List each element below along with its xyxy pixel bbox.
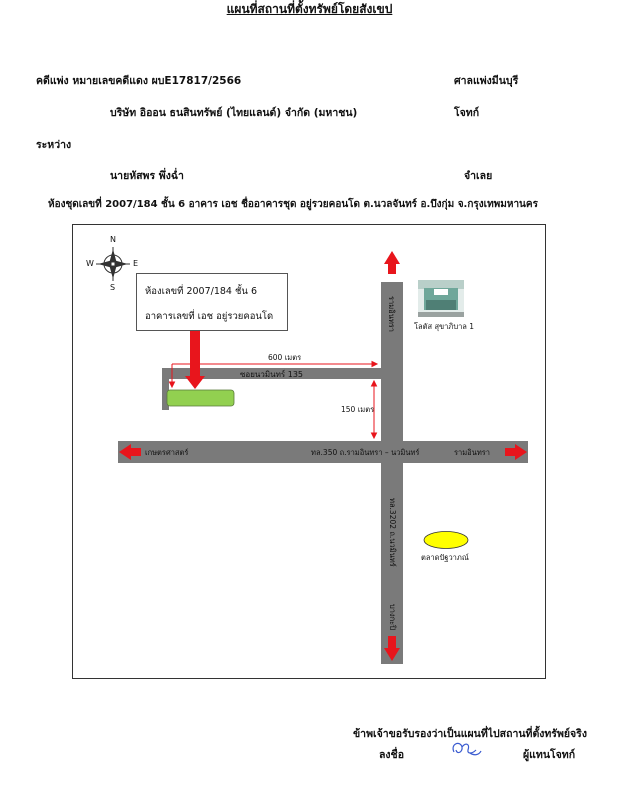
compass-icon (96, 247, 130, 281)
defendant-role: จำเลย (464, 170, 493, 182)
between-label: ระหว่าง (36, 139, 72, 151)
property-address: ห้องชุดเลขที่ 2007/184 ชั้น 6 อาคาร เอช ชื่ออาคารชุด อยู่รวยคอนโด ต.นวลจันทร์ อ.บึงกุ่ม จ.กรุงเทพมหานคร (48, 199, 538, 210)
target-property-marker (167, 390, 234, 406)
court-name: ศาลแพ่งมีนบุรี (454, 75, 519, 87)
sign-label: ลงชื่อ (379, 749, 404, 761)
distance-600-label: 600 เมตร (268, 353, 302, 362)
compass-north: N (110, 235, 116, 244)
certification-text: ข้าพเจ้าขอรับรองว่าเป็นแผนที่ไปสถานที่ตั้งทรัพย์จริง (353, 728, 587, 740)
lotus-store-image (418, 280, 464, 317)
page-title: แผนที่สถานที่ตั้งทรัพย์โดยสังเขป (226, 2, 393, 16)
defendant-name: นายหัสพร พึ่งฉ่ำ (110, 170, 184, 182)
distance-150-label: 150 เมตร (341, 405, 375, 414)
callout-building: อาคารเลขที่ เอช อยู่รวยคอนโด (145, 311, 274, 322)
plaintiff-role: โจทก์ (454, 107, 480, 119)
signer-role: ผู้แทนโจทก์ (523, 749, 576, 761)
market-label: ตลาดปัฐวาภณ์ (421, 553, 469, 562)
compass-west: W (86, 259, 94, 268)
plaintiff-name: บริษัท อิออน ธนสินทรัพย์ (ไทยแลนด์) จำกัด (มหาชน) (110, 107, 358, 119)
compass-east: E (133, 259, 139, 268)
compass-south: S (110, 283, 116, 292)
market-marker (424, 532, 468, 549)
top-road-label: รามอินทรา (387, 296, 396, 332)
main-road-label: ทล.350 ถ.รามอินทรา – นวมินทร์ (311, 448, 420, 457)
soi-label: ซอยนวมินทร์ 135 (240, 370, 304, 379)
arrow-target (185, 331, 205, 389)
arrow-up (384, 251, 400, 274)
callout-room: ห้องเลขที่ 2007/184 ชั้น 6 (145, 286, 257, 297)
left-direction-label: เกษตรศาสตร์ (145, 448, 189, 457)
right-direction-label: รามอินทรา (454, 448, 490, 457)
bottom-direction-label: บางกะปิ (388, 604, 397, 630)
lower-road-label: ทล.3202 ถ.นวมินทร์ (388, 498, 397, 567)
signature-image (448, 738, 484, 760)
lotus-label: โลตัส สุขาภิบาล 1 (414, 322, 475, 331)
property-callout (136, 273, 288, 331)
case-number: คดีแพ่ง หมายเลขคดีแดง ผบE17817/2566 (36, 75, 242, 87)
